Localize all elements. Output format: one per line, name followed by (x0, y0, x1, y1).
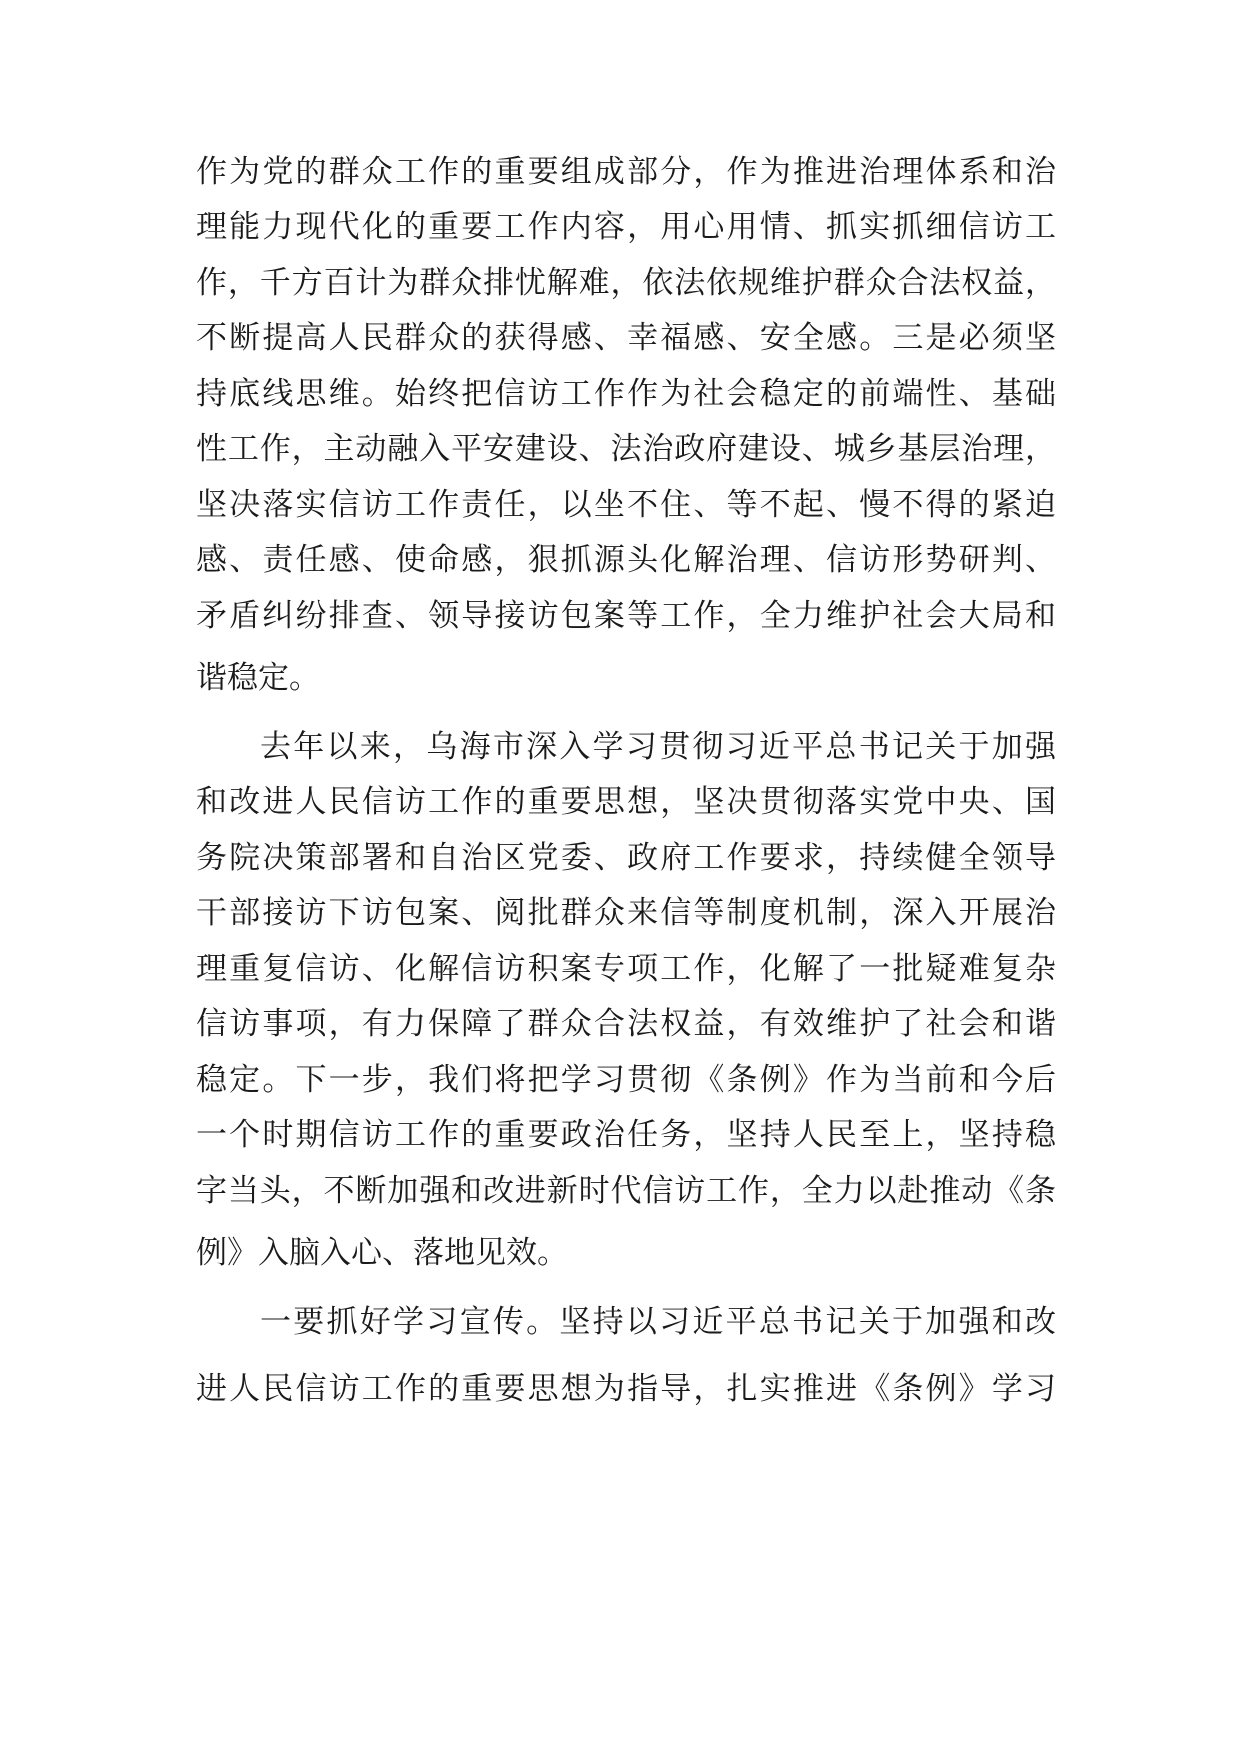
text-line: 信访事项，有力保障了群众合法权益，有效维护了社会和谐 (196, 1006, 1056, 1042)
text-line: 持底线思维。始终把信访工作作为社会稳定的前端性、基础 (196, 376, 1056, 412)
text-line: 谐稳定。 (196, 660, 320, 696)
text-line: 理重复信访、化解信访积案专项工作，化解了一批疑难复杂 (196, 951, 1056, 987)
text-line: 作，千方百计为群众排忧解难，依法依规维护群众合法权益， (196, 265, 1056, 301)
paragraph-first-line: 去年以来，乌海市深入学习贯彻习近平总书记关于加强 (260, 729, 1056, 765)
text-line: 务院决策部署和自治区党委、政府工作要求，持续健全领导 (196, 840, 1056, 876)
text-line: 坚决落实信访工作责任，以坐不住、等不起、慢不得的紧迫 (196, 487, 1056, 523)
text-line: 稳定。下一步，我们将把学习贯彻《条例》作为当前和今后 (196, 1062, 1056, 1098)
paragraph-first-line: 一要抓好学习宣传。坚持以习近平总书记关于加强和改 (260, 1304, 1056, 1340)
text-line: 理能力现代化的重要工作内容，用心用情、抓实抓细信访工 (196, 209, 1056, 245)
text-line: 例》入脑入心、落地见效。 (196, 1235, 568, 1271)
text-line: 字当头，不断加强和改进新时代信访工作，全力以赴推动《条 (196, 1173, 1056, 1209)
text-line: 进人民信访工作的重要思想为指导，扎实推进《条例》学习 (196, 1371, 1056, 1407)
text-line: 作为党的群众工作的重要组成部分，作为推进治理体系和治 (196, 154, 1056, 190)
text-line: 性工作，主动融入平安建设、法治政府建设、城乡基层治理， (196, 431, 1056, 467)
text-line: 感、责任感、使命感，狠抓源头化解治理、信访形势研判、 (196, 542, 1056, 578)
text-line: 矛盾纠纷排查、领导接访包案等工作，全力维护社会大局和 (196, 598, 1056, 634)
text-line: 不断提高人民群众的获得感、幸福感、安全感。三是必须坚 (196, 320, 1056, 356)
text-line: 和改进人民信访工作的重要思想，坚决贯彻落实党中央、国 (196, 784, 1056, 820)
text-line: 一个时期信访工作的重要政治任务，坚持人民至上，坚持稳 (196, 1117, 1056, 1153)
text-line: 干部接访下访包案、阅批群众来信等制度机制，深入开展治 (196, 895, 1056, 931)
